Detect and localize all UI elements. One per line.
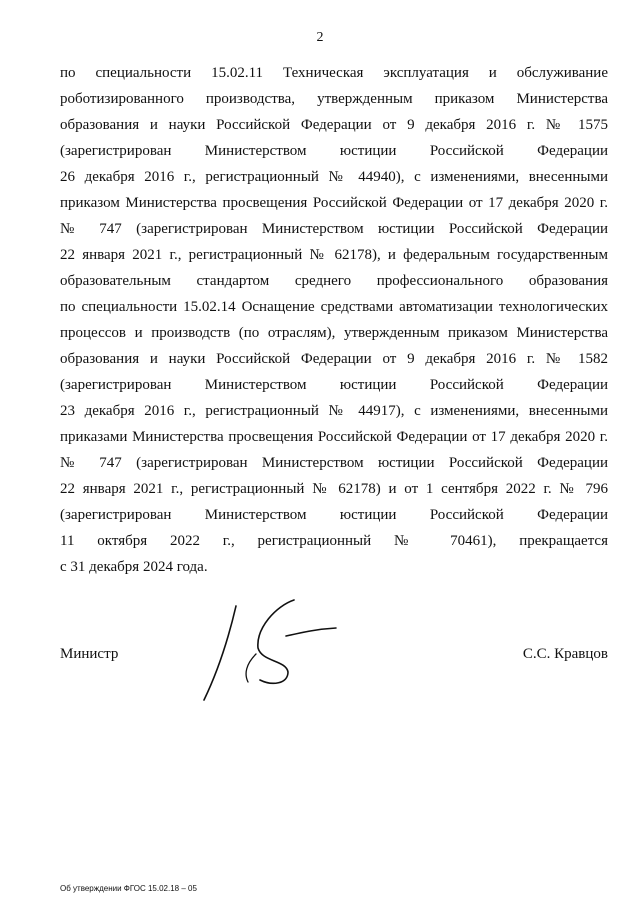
body-line: (зарегистрирован Министерством юстиции Российской Федерации bbox=[60, 377, 608, 393]
signatory-name: С.С. Кравцов bbox=[522, 646, 608, 662]
body-line: по специальности 15.02.14 Оснащение средствами автоматизации технологических bbox=[60, 299, 608, 315]
body-line: роботизированного производства, утвержденным приказом Министерства bbox=[60, 91, 608, 107]
page-number: 2 bbox=[316, 30, 324, 45]
body-line: 23 декабря 2016 г., регистрационный № 44917), с изменениями, внесенными bbox=[60, 403, 608, 419]
body-line: процессов и производств (по отраслям), утвержденным приказом Министерства bbox=[60, 325, 608, 341]
body-line: 11 октября 2022 г., регистрационный № 70461), прекращается bbox=[60, 533, 608, 549]
handwritten-signature bbox=[196, 596, 346, 706]
body-line: образования и науки Российской Федерации от 9 декабря 2016 г. № 1582 bbox=[60, 351, 608, 367]
body-line: № 747 (зарегистрирован Министерством юстиции Российской Федерации bbox=[60, 221, 608, 237]
body-line: образования и науки Российской Федерации от 9 декабря 2016 г. № 1575 bbox=[60, 117, 608, 133]
body-line: № 747 (зарегистрирован Министерством юстиции Российской Федерации bbox=[60, 455, 608, 471]
body-line: (зарегистрирован Министерством юстиции Российской Федерации bbox=[60, 143, 608, 159]
body-line: 22 января 2021 г., регистрационный № 62178), и федеральным государственным bbox=[60, 247, 608, 263]
body-line: 26 декабря 2016 г., регистрационный № 44940), с изменениями, внесенными bbox=[60, 169, 608, 185]
body-line: образовательным стандартом среднего профессионального образования bbox=[60, 273, 608, 289]
signatory-title: Министр bbox=[60, 646, 119, 662]
body-line: приказом Министерства просвещения Российской Федерации от 17 декабря 2020 г. bbox=[60, 195, 608, 211]
body-line-final: с 31 декабря 2024 года. bbox=[60, 559, 208, 575]
body-line: (зарегистрирован Министерством юстиции Российской Федерации bbox=[60, 507, 608, 523]
body-line: 22 января 2021 г., регистрационный № 62178) и от 1 сентября 2022 г. № 796 bbox=[60, 481, 608, 497]
body-line: приказами Министерства просвещения Российской Федерации от 17 декабря 2020 г. bbox=[60, 429, 608, 445]
body-line: по специальности 15.02.11 Техническая эксплуатация и обслуживание bbox=[60, 65, 608, 81]
order-body-text bbox=[60, 60, 608, 580]
footer-note: Об утверждении ФГОС 15.02.18 – 05 bbox=[60, 884, 197, 893]
